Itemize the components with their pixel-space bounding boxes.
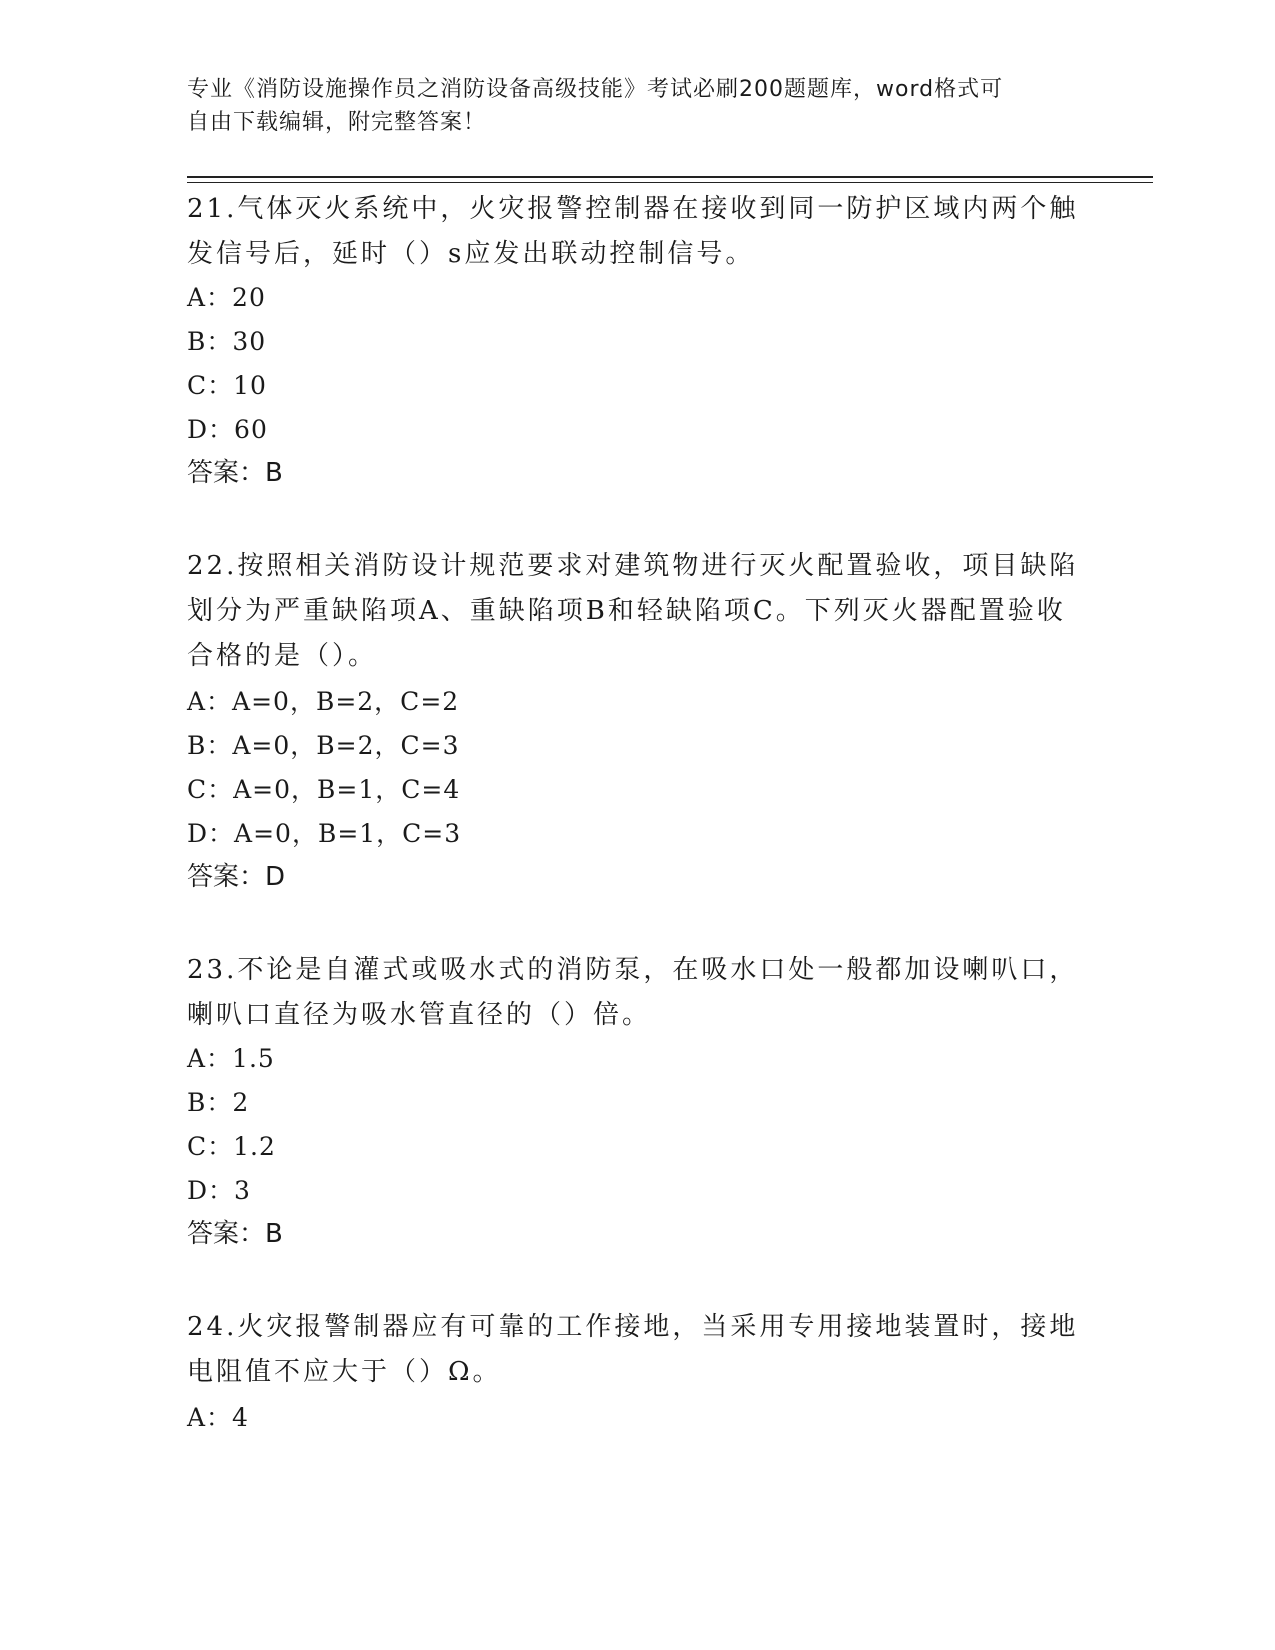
option-a: A：1.5 xyxy=(187,1044,275,1073)
question-stem-line: 合格的是（）。 xyxy=(187,641,378,671)
option-d: D：60 xyxy=(187,415,268,444)
header-line-2: 自由下载编辑，附完整答案！ xyxy=(187,110,487,135)
option-a: A：4 xyxy=(187,1403,249,1432)
option-b: B：30 xyxy=(187,327,267,356)
header-line-1: 专业《消防设施操作员之消防设备高级技能》考试必刷200题题库，word格式可 xyxy=(187,77,1004,102)
option-d: D：A=0，B=1，C=3 xyxy=(187,819,462,848)
option-a: A：20 xyxy=(187,283,266,312)
answer-line: 答案：D xyxy=(187,862,286,892)
question-stem-line: 23.不论是自灌式或吸水式的消防泵，在吸水口处一般都加设喇叭口， xyxy=(187,955,1079,985)
answer-line: 答案：B xyxy=(187,458,283,488)
option-b: B：2 xyxy=(187,1088,250,1117)
answer-line: 答案：B xyxy=(187,1219,283,1249)
option-c: C：1.2 xyxy=(187,1132,276,1161)
header-divider-thin xyxy=(187,182,1153,183)
option-d: D：3 xyxy=(187,1176,251,1205)
option-a: A：A=0，B=2，C=2 xyxy=(187,687,460,716)
question-stem-line: 22.按照相关消防设计规范要求对建筑物进行灭火配置验收，项目缺陷 xyxy=(187,551,1079,581)
header-divider-thick xyxy=(187,176,1153,178)
question-stem-line: 24.火灾报警制器应有可靠的工作接地，当采用专用接地装置时，接地 xyxy=(187,1312,1079,1342)
option-c: C：A=0，B=1，C=4 xyxy=(187,775,461,804)
question-stem-line: 喇叭口直径为吸水管直径的（）倍。 xyxy=(187,1000,652,1030)
option-b: B：A=0，B=2，C=3 xyxy=(187,731,460,760)
document-header xyxy=(187,73,1067,139)
question-stem-line: 21.气体灭火系统中，火灾报警控制器在接收到同一防护区域内两个触 xyxy=(187,194,1079,224)
question-stem-line: 电阻值不应大于（）Ω。 xyxy=(187,1357,502,1387)
question-stem-line: 发信号后，延时（）s应发出联动控制信号。 xyxy=(187,239,755,269)
question-stem-line: 划分为严重缺陷项A、重缺陷项B和轻缺陷项C。下列灭火器配置验收 xyxy=(187,596,1066,626)
option-c: C：10 xyxy=(187,371,267,400)
